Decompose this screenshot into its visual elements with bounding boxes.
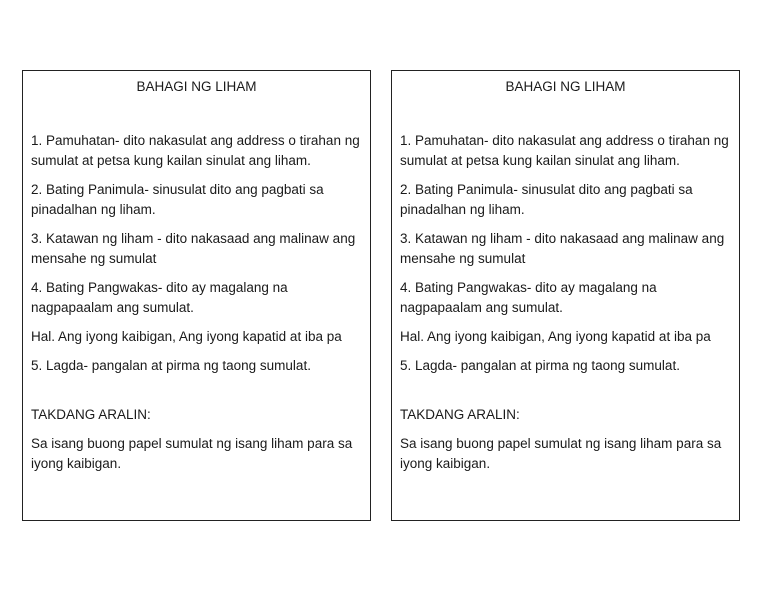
list-item-katawan: 3. Katawan ng liham - dito nakasaad ang malinaw ang mensahe ng sumulat <box>31 231 356 266</box>
homework-text: Sa isang buong papel sumulat ng isang liham para sa iyong kaibigan. <box>400 436 722 471</box>
card-title: BAHAGI NG LIHAM <box>136 79 257 94</box>
list-item-bating-pangwakas: 4. Bating Pangwakas- dito ay magalang na nagpapaalam ang sumulat. <box>400 280 657 315</box>
letter-parts-list <box>31 131 362 376</box>
list-item-katawan: 3. Katawan ng liham - dito nakasaad ang malinaw ang mensahe ng sumulat <box>400 231 725 266</box>
list-item-lagda: 5. Lagda- pangalan at pirma ng taong sumulat. <box>31 358 311 373</box>
letter-parts-card-left <box>22 70 371 521</box>
homework-title: TAKDANG ARALIN: <box>400 407 520 422</box>
list-item-lagda: 5. Lagda- pangalan at pirma ng taong sumulat. <box>400 358 680 373</box>
homework-text: Sa isang buong papel sumulat ng isang liham para sa iyong kaibigan. <box>31 436 353 471</box>
homework-title: TAKDANG ARALIN: <box>31 407 151 422</box>
list-item-pamuhatan: 1. Pamuhatan- dito nakasulat ang address o tirahan ng sumulat at petsa kung kailan sinulat ang liham. <box>31 133 360 168</box>
list-item-example: Hal. Ang iyong kaibigan, Ang iyong kapatid at iba pa <box>31 329 342 344</box>
list-item-bating-panimula: 2. Bating Panimula- sinusulat dito ang pagbati sa pinadalhan ng liham. <box>31 182 324 217</box>
list-item-example: Hal. Ang iyong kaibigan, Ang iyong kapatid at iba pa <box>400 329 711 344</box>
list-item-bating-panimula: 2. Bating Panimula- sinusulat dito ang pagbati sa pinadalhan ng liham. <box>400 182 693 217</box>
list-item-pamuhatan: 1. Pamuhatan- dito nakasulat ang address o tirahan ng sumulat at petsa kung kailan sinulat ang liham. <box>400 133 729 168</box>
letter-parts-card-right <box>391 70 740 521</box>
card-title: BAHAGI NG LIHAM <box>505 79 626 94</box>
letter-parts-list <box>400 131 731 376</box>
list-item-bating-pangwakas: 4. Bating Pangwakas- dito ay magalang na nagpapaalam ang sumulat. <box>31 280 288 315</box>
